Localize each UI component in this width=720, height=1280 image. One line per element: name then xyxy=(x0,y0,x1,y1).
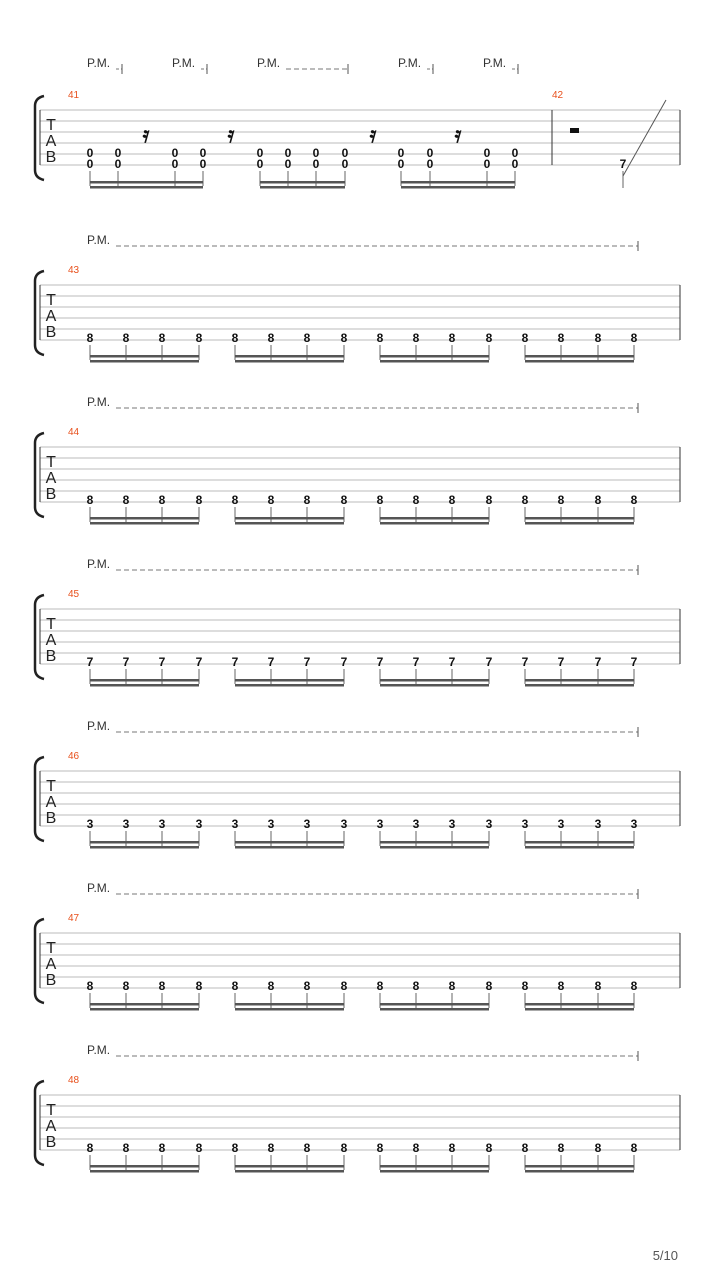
beam xyxy=(380,684,489,687)
fret-number: 0 xyxy=(511,146,519,160)
beam xyxy=(380,841,489,844)
sixteenth-rest: 𝄿 xyxy=(227,122,235,148)
fret-number: 7 xyxy=(158,655,166,669)
beam xyxy=(380,1008,489,1011)
fret-number: 7 xyxy=(303,655,311,669)
tab-letter-b: B xyxy=(45,149,57,166)
fret-number: 8 xyxy=(303,331,311,345)
staff xyxy=(40,609,680,664)
fret-number: 0 xyxy=(312,157,320,171)
beam xyxy=(380,1170,489,1173)
palm-mute-label: P.M. xyxy=(87,1043,111,1057)
fret-number: 8 xyxy=(158,1141,166,1155)
beam xyxy=(90,355,199,358)
palm-mute-label: P.M. xyxy=(172,56,196,70)
fret-number: 0 xyxy=(397,146,405,160)
palm-mute-label: P.M. xyxy=(87,395,111,409)
fret-number: 8 xyxy=(412,493,420,507)
fret-number: 8 xyxy=(521,979,529,993)
tab-letter-a: A xyxy=(45,632,57,649)
tab-letter-t: T xyxy=(46,292,56,309)
beam xyxy=(90,186,203,189)
tab-letter-t: T xyxy=(46,1102,56,1119)
beam xyxy=(235,846,344,849)
fret-number: 0 xyxy=(256,146,264,160)
fret-number: 3 xyxy=(412,817,420,831)
fret-number: 3 xyxy=(267,817,275,831)
fret-number: 3 xyxy=(86,817,94,831)
fret-number: 0 xyxy=(199,157,207,171)
measure-number: 42 xyxy=(552,90,564,101)
fret-number: 8 xyxy=(303,979,311,993)
beam xyxy=(525,679,634,682)
tab-letter-t: T xyxy=(46,616,56,633)
tab-letter-t: T xyxy=(46,117,56,134)
fret-number: 8 xyxy=(158,331,166,345)
fret-number: 8 xyxy=(267,331,275,345)
fret-number: 3 xyxy=(231,817,239,831)
fret-number: 3 xyxy=(122,817,130,831)
beam xyxy=(235,355,344,358)
fret-number: 0 xyxy=(483,146,491,160)
palm-mute-label: P.M. xyxy=(87,233,111,247)
fret-number: 8 xyxy=(231,331,239,345)
fret-number: 8 xyxy=(485,979,493,993)
fret-number: 0 xyxy=(256,157,264,171)
fret-number: 8 xyxy=(376,331,384,345)
fret-number: 7 xyxy=(195,655,203,669)
fret-number: 0 xyxy=(171,157,179,171)
beam xyxy=(380,522,489,525)
fret-number: 7 xyxy=(267,655,275,669)
beam xyxy=(90,522,199,525)
fret-number: 7 xyxy=(485,655,493,669)
fret-number: 8 xyxy=(376,979,384,993)
fret-number: 8 xyxy=(448,493,456,507)
fret-number: 0 xyxy=(171,146,179,160)
beam xyxy=(380,355,489,358)
tab-letter-t: T xyxy=(46,940,56,957)
fret-number: 8 xyxy=(158,979,166,993)
beam xyxy=(380,1165,489,1168)
fret-number: 8 xyxy=(86,331,94,345)
tab-letter-a: A xyxy=(45,308,57,325)
fret-number: 7 xyxy=(122,655,130,669)
fret-number: 3 xyxy=(485,817,493,831)
beam xyxy=(380,517,489,520)
beam xyxy=(235,360,344,363)
tab-letter-b: B xyxy=(45,486,57,503)
fret-number: 8 xyxy=(267,1141,275,1155)
fret-number: 8 xyxy=(303,493,311,507)
fret-number: 8 xyxy=(195,331,203,345)
staff xyxy=(40,1095,680,1150)
fret-number: 8 xyxy=(557,979,565,993)
fret-number: 8 xyxy=(122,493,130,507)
fret-number: 8 xyxy=(86,1141,94,1155)
beam xyxy=(401,181,515,184)
fret-number: 8 xyxy=(485,331,493,345)
fret-number: 3 xyxy=(521,817,529,831)
fret-number: 0 xyxy=(397,157,405,171)
beam xyxy=(525,522,634,525)
measure-number: 46 xyxy=(68,751,80,762)
beam xyxy=(90,1003,199,1006)
fret-number: 8 xyxy=(340,979,348,993)
beam xyxy=(235,1170,344,1173)
fret-number: 8 xyxy=(122,331,130,345)
tab-letter-a: A xyxy=(45,1118,57,1135)
beam xyxy=(525,355,634,358)
fret-number: 8 xyxy=(195,979,203,993)
fret-number: 7 xyxy=(231,655,239,669)
fret-number: 3 xyxy=(630,817,638,831)
beam xyxy=(525,1170,634,1173)
beam xyxy=(235,684,344,687)
staff xyxy=(40,933,680,988)
beam xyxy=(380,846,489,849)
fret-number: 8 xyxy=(303,1141,311,1155)
beam xyxy=(90,517,199,520)
fret-number: 0 xyxy=(114,157,122,171)
half-rest xyxy=(570,128,579,133)
beam xyxy=(90,360,199,363)
beam xyxy=(235,841,344,844)
tab-letter-b: B xyxy=(45,972,57,989)
tab-letter-a: A xyxy=(45,470,57,487)
fret-number: 0 xyxy=(341,146,349,160)
tab-letter-b: B xyxy=(45,648,57,665)
fret-number: 7 xyxy=(86,655,94,669)
fret-number: 0 xyxy=(341,157,349,171)
fret-number: 8 xyxy=(557,493,565,507)
fret-number: 3 xyxy=(594,817,602,831)
fret-number: 3 xyxy=(158,817,166,831)
fret-number: 8 xyxy=(340,1141,348,1155)
palm-mute-label: P.M. xyxy=(398,56,422,70)
fret-number: 8 xyxy=(448,331,456,345)
fret-number: 8 xyxy=(267,979,275,993)
beam xyxy=(525,360,634,363)
tab-letter-a: A xyxy=(45,133,57,150)
fret-number: 8 xyxy=(86,493,94,507)
fret-number: 0 xyxy=(114,146,122,160)
beam xyxy=(235,679,344,682)
fret-number: 8 xyxy=(86,979,94,993)
fret-number: 8 xyxy=(412,1141,420,1155)
beam xyxy=(525,841,634,844)
measure-number: 41 xyxy=(68,90,80,101)
fret-number: 8 xyxy=(195,493,203,507)
fret-number: 7 xyxy=(412,655,420,669)
sixteenth-rest: 𝄿 xyxy=(142,122,150,148)
beam xyxy=(260,181,345,184)
fret-number: 8 xyxy=(485,1141,493,1155)
fret-number: 8 xyxy=(376,1141,384,1155)
beam xyxy=(90,684,199,687)
beam xyxy=(90,1170,199,1173)
fret-number: 8 xyxy=(630,331,638,345)
beam xyxy=(90,1008,199,1011)
measure-number: 43 xyxy=(68,265,80,276)
fret-number: 7 xyxy=(376,655,384,669)
fret-number: 8 xyxy=(122,979,130,993)
fret-number: 3 xyxy=(448,817,456,831)
fret-number: 8 xyxy=(630,493,638,507)
fret-number: 8 xyxy=(448,1141,456,1155)
beam xyxy=(525,517,634,520)
beam xyxy=(380,679,489,682)
palm-mute-label: P.M. xyxy=(87,557,111,571)
fret-number: 8 xyxy=(412,979,420,993)
fret-number: 0 xyxy=(426,157,434,171)
fret-number: 7 xyxy=(521,655,529,669)
staff xyxy=(40,110,680,165)
fret-number: 8 xyxy=(158,493,166,507)
beam xyxy=(235,1008,344,1011)
beam xyxy=(260,186,345,189)
fret-number: 7 xyxy=(594,655,602,669)
fret-number: 8 xyxy=(195,1141,203,1155)
fret-number: 0 xyxy=(511,157,519,171)
fret-number: 7 xyxy=(340,655,348,669)
fret-number: 8 xyxy=(376,493,384,507)
beam xyxy=(525,684,634,687)
tab-letter-b: B xyxy=(45,810,57,827)
tab-letter-b: B xyxy=(45,324,57,341)
fret-number: 7 xyxy=(448,655,456,669)
palm-mute-label: P.M. xyxy=(483,56,507,70)
fret-number: 3 xyxy=(340,817,348,831)
fret-number: 3 xyxy=(195,817,203,831)
beam xyxy=(525,1165,634,1168)
fret-number: 8 xyxy=(231,493,239,507)
fret-number: 8 xyxy=(521,331,529,345)
fret-number: 8 xyxy=(340,331,348,345)
sixteenth-rest: 𝄿 xyxy=(454,122,462,148)
fret-number: 8 xyxy=(594,493,602,507)
palm-mute-label: P.M. xyxy=(257,56,281,70)
tab-letter-t: T xyxy=(46,454,56,471)
beam xyxy=(90,679,199,682)
fret-number: 8 xyxy=(557,1141,565,1155)
staff xyxy=(40,771,680,826)
measure-number: 47 xyxy=(68,913,80,924)
fret-number: 8 xyxy=(521,1141,529,1155)
fret-number: 0 xyxy=(284,146,292,160)
fret-number: 8 xyxy=(557,331,565,345)
fret-number: 8 xyxy=(231,1141,239,1155)
beam xyxy=(380,360,489,363)
fret-number: 8 xyxy=(630,1141,638,1155)
fret-number: 0 xyxy=(284,157,292,171)
beam xyxy=(235,522,344,525)
palm-mute-label: P.M. xyxy=(87,719,111,733)
beam xyxy=(235,1003,344,1006)
fret-number: 3 xyxy=(303,817,311,831)
fret-number: 7 xyxy=(557,655,565,669)
fret-number: 8 xyxy=(448,979,456,993)
measure-number: 45 xyxy=(68,589,80,600)
fret-number: 0 xyxy=(312,146,320,160)
fret-number: 8 xyxy=(340,493,348,507)
fret-number: 0 xyxy=(426,146,434,160)
beam xyxy=(380,1003,489,1006)
beam xyxy=(90,181,203,184)
staff xyxy=(40,447,680,502)
fret-number: 3 xyxy=(376,817,384,831)
staff xyxy=(40,285,680,340)
measure-number: 48 xyxy=(68,1075,80,1086)
beam xyxy=(525,1003,634,1006)
beam xyxy=(235,517,344,520)
fret-number: 8 xyxy=(412,331,420,345)
beam xyxy=(90,846,199,849)
tab-letter-b: B xyxy=(45,1134,57,1151)
fret-number: 8 xyxy=(521,493,529,507)
fret-number: 7 xyxy=(630,655,638,669)
tab-letter-t: T xyxy=(46,778,56,795)
fret-number: 8 xyxy=(231,979,239,993)
tab-letter-a: A xyxy=(45,794,57,811)
beam xyxy=(235,1165,344,1168)
measure-number: 44 xyxy=(68,427,80,438)
fret-number: 8 xyxy=(485,493,493,507)
fret-number: 8 xyxy=(630,979,638,993)
palm-mute-label: P.M. xyxy=(87,881,111,895)
beam xyxy=(525,846,634,849)
fret-number: 8 xyxy=(594,979,602,993)
fret-number: 8 xyxy=(122,1141,130,1155)
fret-number: 3 xyxy=(557,817,565,831)
fret-number: 0 xyxy=(86,146,94,160)
fret-number: 8 xyxy=(594,1141,602,1155)
beam xyxy=(90,1165,199,1168)
tab-letter-a: A xyxy=(45,956,57,973)
beam xyxy=(525,1008,634,1011)
palm-mute-label: P.M. xyxy=(87,56,111,70)
fret-number: 0 xyxy=(199,146,207,160)
beam xyxy=(401,186,515,189)
sixteenth-rest: 𝄿 xyxy=(369,122,377,148)
beam xyxy=(90,841,199,844)
fret-number: 8 xyxy=(267,493,275,507)
fret-number: 7 xyxy=(619,157,627,171)
fret-number: 8 xyxy=(594,331,602,345)
page-number: 5/10 xyxy=(652,1248,678,1263)
fret-number: 0 xyxy=(483,157,491,171)
fret-number: 0 xyxy=(86,157,94,171)
